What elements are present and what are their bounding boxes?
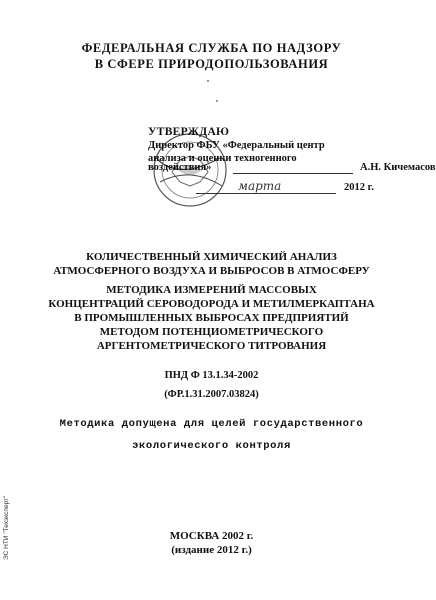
- scan-speck: [216, 100, 218, 102]
- city-year: МОСКВА 2002 г.: [169, 530, 254, 542]
- side-watermark-text: ЭС НТИ "Техэксперт": [3, 495, 10, 560]
- title-line-1: МЕТОДИКА ИЗМЕРЕНИЙ МАССОВЫХ: [106, 284, 317, 296]
- category-line-1: КОЛИЧЕСТВЕННЫЙ ХИМИЧЕСКИЙ АНАЛИЗ: [86, 251, 337, 263]
- agency-line-2: В СФЕРЕ ПРИРОДОПОЛЬЗОВАНИЯ: [94, 57, 329, 71]
- approval-heading: УТВЕРЖДАЮ: [148, 126, 230, 138]
- handwritten-month: марта: [238, 179, 282, 193]
- document-code: ПНД Ф 13.1.34-2002: [164, 370, 259, 381]
- scan-speck: [207, 80, 209, 82]
- publication-info: [0, 529, 423, 557]
- approval-year: 2012 г.: [344, 182, 374, 193]
- title-line-2: КОНЦЕНТРАЦИЙ СЕРОВОДОРОДА И МЕТИЛМЕРКАПТАНА: [48, 298, 375, 310]
- agency-line-1: ФЕДЕРАЛЬНАЯ СЛУЖБА ПО НАДЗОРУ: [81, 41, 342, 55]
- approval-block: [148, 126, 398, 165]
- document-category: [0, 250, 423, 278]
- title-line-5: АРГЕНТОМЕТРИЧЕСКОГО ТИТРОВАНИЯ: [96, 340, 327, 352]
- document-title: [0, 283, 423, 353]
- agency-header: [0, 40, 423, 72]
- signature-row: [148, 162, 436, 178]
- approval-date-row: [148, 179, 398, 198]
- title-line-4: МЕТОДОМ ПОТЕНЦИОМЕТРИЧЕСКОГО: [99, 326, 324, 338]
- approval-position-line-3: воздействия»: [148, 162, 212, 173]
- approval-position-line-2: анализа и оценки техногенного: [148, 153, 297, 164]
- note-line-1: Методика допущена для целей государственного: [59, 418, 364, 430]
- signature-line: [233, 173, 353, 174]
- category-line-2: АТМОСФЕРНОГО ВОЗДУХА И ВЫБРОСОВ В АТМОСФЕРУ: [53, 265, 370, 277]
- approval-position-line-1: Директор ФБУ «Федеральный центр: [148, 140, 325, 151]
- date-line: [196, 193, 336, 194]
- edition-year: (издание 2012 г.): [171, 544, 252, 556]
- approval-note: [0, 413, 423, 457]
- registration-number: (ФР.1.31.2007.03824): [164, 389, 259, 400]
- signer-name: А.Н. Кичемасов: [360, 162, 436, 173]
- note-line-2: экологического контроля: [132, 440, 291, 452]
- title-line-3: В ПРОМЫШЛЕННЫХ ВЫБРОСАХ ПРЕДПРИЯТИЙ: [74, 312, 349, 324]
